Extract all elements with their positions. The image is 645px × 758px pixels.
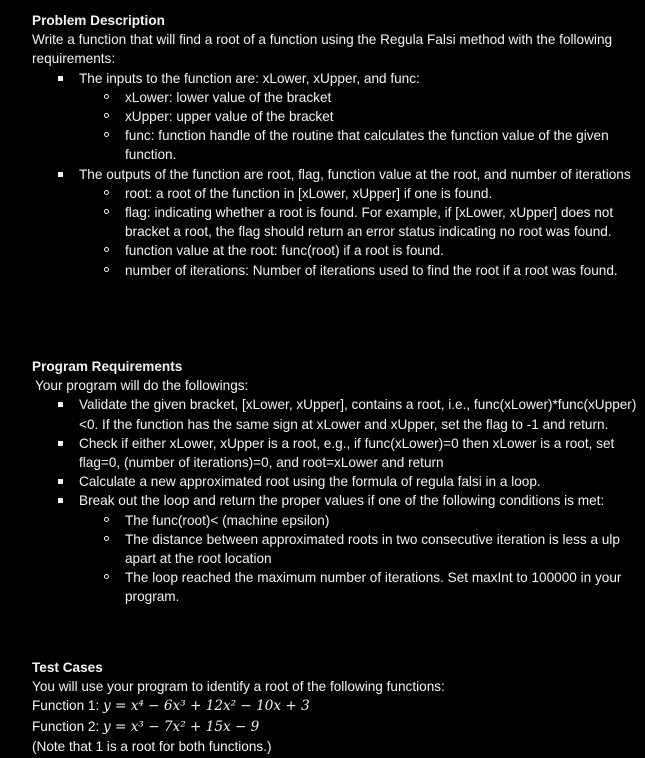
inputs-item (32, 69, 639, 165)
problem-heading: Problem Description (32, 13, 165, 28)
function-1-line (32, 696, 639, 716)
program-intro: Your program will do the followings: (35, 378, 249, 394)
output-iterations: number of iterations: Number of iterations used to find the root if a root was found. (78, 261, 639, 280)
problem-list (32, 69, 639, 280)
output-root: root: a root of the function in [xLower, xUpper] if one is found. (78, 184, 639, 203)
tests-intro: You will use your program to identify a root of the following functions: (32, 679, 445, 695)
function-2-expression: y = x³ − 7x² + 15x − 9 (103, 718, 260, 735)
output-flag: flag: indicating whether a root is found. For example, if [xLower, xUpper] does not bracket a root, the flag should return an error status indicating no root was found. (78, 203, 639, 241)
output-func-value: function value at the root: func(root) if a root is found. (78, 241, 639, 260)
condition-ulp: The distance between approximated roots in two consecutive iteration is less a ulp apart at the root location (78, 530, 639, 568)
conditions-sublist (32, 511, 639, 607)
requirement-break-text: Break out the loop and return the proper values if one of the following conditions is met: (79, 493, 605, 509)
program-requirements-section (32, 357, 639, 607)
function-1-expression: y = x⁴ − 6x³ + 12x² − 10x + 3 (103, 698, 310, 715)
outputs-item (32, 165, 639, 280)
input-func: func: function handle of the routine that calculates the function value of the given function. (78, 126, 639, 164)
function-2-line (32, 717, 639, 737)
program-heading: Program Requirements (32, 359, 183, 374)
problem-intro: Write a function that will find a root of a function using the Regula Falsi method with the following requirements: (32, 32, 613, 67)
requirement-validate: Validate the given bracket, [xLower, xUpper], contains a root, i.e., func(xLower)*func(xUpper) <0. If the function has the same sign at xLower and xUpper, set the flag to -1 and return. (32, 395, 639, 433)
function-1-label: Function 1: (32, 698, 104, 714)
inputs-sublist (32, 88, 639, 165)
requirement-break (32, 491, 639, 606)
tests-heading: Test Cases (32, 660, 103, 675)
input-xupper: xUpper: upper value of the bracket (78, 107, 639, 126)
function-2-label: Function 2: (32, 718, 104, 734)
outputs-sublist (32, 184, 639, 280)
requirement-check-root: Check if either xLower, xUpper is a root, e.g., if func(xLower)=0 then xLower is a root, set flag=0, (number of iterations)=0, and root=xLower and return (32, 434, 639, 472)
outputs-text: The outputs of the function are root, flag, function value at the root, and number of iterations (79, 166, 631, 182)
condition-epsilon: The func(root)< (machine epsilon) (78, 511, 639, 530)
inputs-text: The inputs to the function are: xLower, xUpper, and func: (79, 70, 420, 86)
condition-max-iter: The loop reached the maximum number of iterations. Set maxInt to 100000 in your program. (78, 568, 639, 606)
input-xlower: xLower: lower value of the bracket (78, 88, 639, 107)
tests-note: (Note that 1 is a root for both functions.) (32, 738, 272, 754)
requirement-calculate: Calculate a new approximated root using the formula of regula falsi in a loop. (32, 472, 639, 491)
program-list (32, 395, 639, 606)
test-cases-section (32, 658, 639, 756)
problem-description-section (32, 11, 639, 280)
